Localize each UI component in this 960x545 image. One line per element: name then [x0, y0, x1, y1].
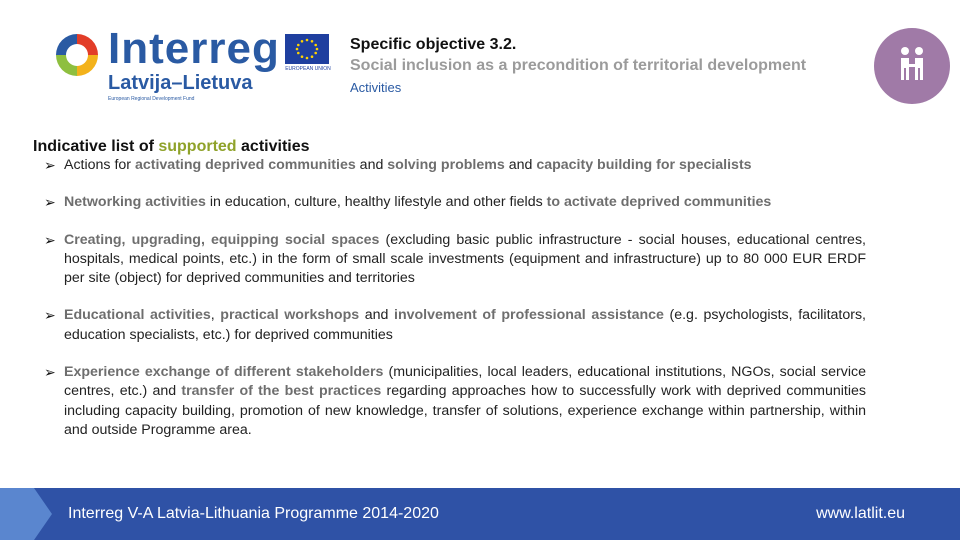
item-text: regarding approaches how to successfully work with deprived communities including capacity building, promotion of new knowledge, transfer of solutions, experience exchange within partnership, within and outside Programme area.	[64, 383, 866, 438]
emphasized-text: capacity building for specialists	[536, 157, 752, 173]
activity-list	[44, 156, 866, 458]
arrow-bullet-icon: ➢	[44, 157, 56, 173]
item-text: ,	[210, 307, 221, 324]
logo-wordmark: Interreg	[108, 24, 280, 73]
arrow-bullet-icon: ➢	[44, 194, 56, 211]
item-text: in education, culture, healthy lifestyle and other fields	[205, 194, 547, 211]
section-label: Activities	[350, 80, 402, 95]
emphasized-text: Experience exchange of different stakeholders	[64, 364, 384, 381]
list-item	[44, 306, 866, 345]
item-text: (excluding basic public infrastructure - social houses, educational centres, hospitals, medical points, etc.) in the form of small scale investments (equipment and infrastructure) up to 80 000 EUR ERDF per site (object) for deprived communities and territories	[64, 231, 866, 287]
list-heading-part: Indicative list of	[33, 138, 159, 155]
people-icon-graphic	[874, 28, 950, 104]
item-text: and	[504, 157, 537, 173]
list-item	[44, 193, 866, 212]
emphasized-text: Educational activities	[64, 307, 211, 324]
emphasized-text: activating deprived communities	[134, 157, 356, 173]
emphasized-text: transfer of the best practices	[181, 383, 382, 400]
arrow-bullet-icon: ➢	[44, 307, 56, 324]
item-text: and	[355, 157, 388, 173]
arrow-bullet-icon: ➢	[44, 364, 56, 381]
list-item	[44, 156, 866, 175]
arrow-bullet-icon: ➢	[44, 231, 56, 248]
footer-bar	[0, 488, 960, 540]
list-heading-part: activities	[236, 138, 310, 155]
item-text: and	[359, 307, 395, 324]
eu-flag-icon	[285, 34, 329, 64]
footer-website-link[interactable]: www.latlit.eu	[816, 505, 905, 522]
list-heading-highlight: supported	[158, 138, 237, 155]
eu-label: EUROPEAN UNION	[285, 66, 331, 72]
page-title: Specific objective 3.2.	[350, 36, 517, 53]
emphasized-text: solving problems	[387, 157, 505, 173]
logo-tagline: European Regional Development Fund	[108, 96, 195, 102]
list-item	[44, 363, 866, 440]
emphasized-text: involvement of professional assistance	[394, 307, 664, 324]
interreg-logo	[52, 24, 332, 108]
item-text: (municipalities, local leaders, educational institutions, NGOs, social service centres, etc.) and	[64, 364, 866, 400]
list-heading	[33, 138, 310, 156]
emphasized-text: Creating, upgrading, equipping social spaces	[64, 231, 380, 248]
footer-programme: Interreg V-A Latvia-Lithuania Programme 2014-2020	[68, 505, 439, 522]
footer-chevron-icon	[0, 488, 52, 540]
emphasized-text: Networking activities	[64, 194, 206, 211]
people-holding-hands-icon	[874, 28, 950, 104]
emphasized-text: to activate deprived communities	[546, 194, 772, 211]
item-text: Actions for	[64, 157, 135, 173]
logo-subtitle: Latvija–Lietuva	[108, 72, 253, 94]
item-text: (e.g. psychologists, facilitators, education specialists, etc.) for deprived communities	[64, 307, 866, 343]
page-subtitle: Social inclusion as a precondition of territorial development	[350, 57, 807, 74]
emphasized-text: practical workshops	[220, 307, 360, 324]
list-item	[44, 231, 866, 289]
interreg-swirl-icon	[52, 30, 102, 80]
footer-accent	[0, 488, 52, 540]
